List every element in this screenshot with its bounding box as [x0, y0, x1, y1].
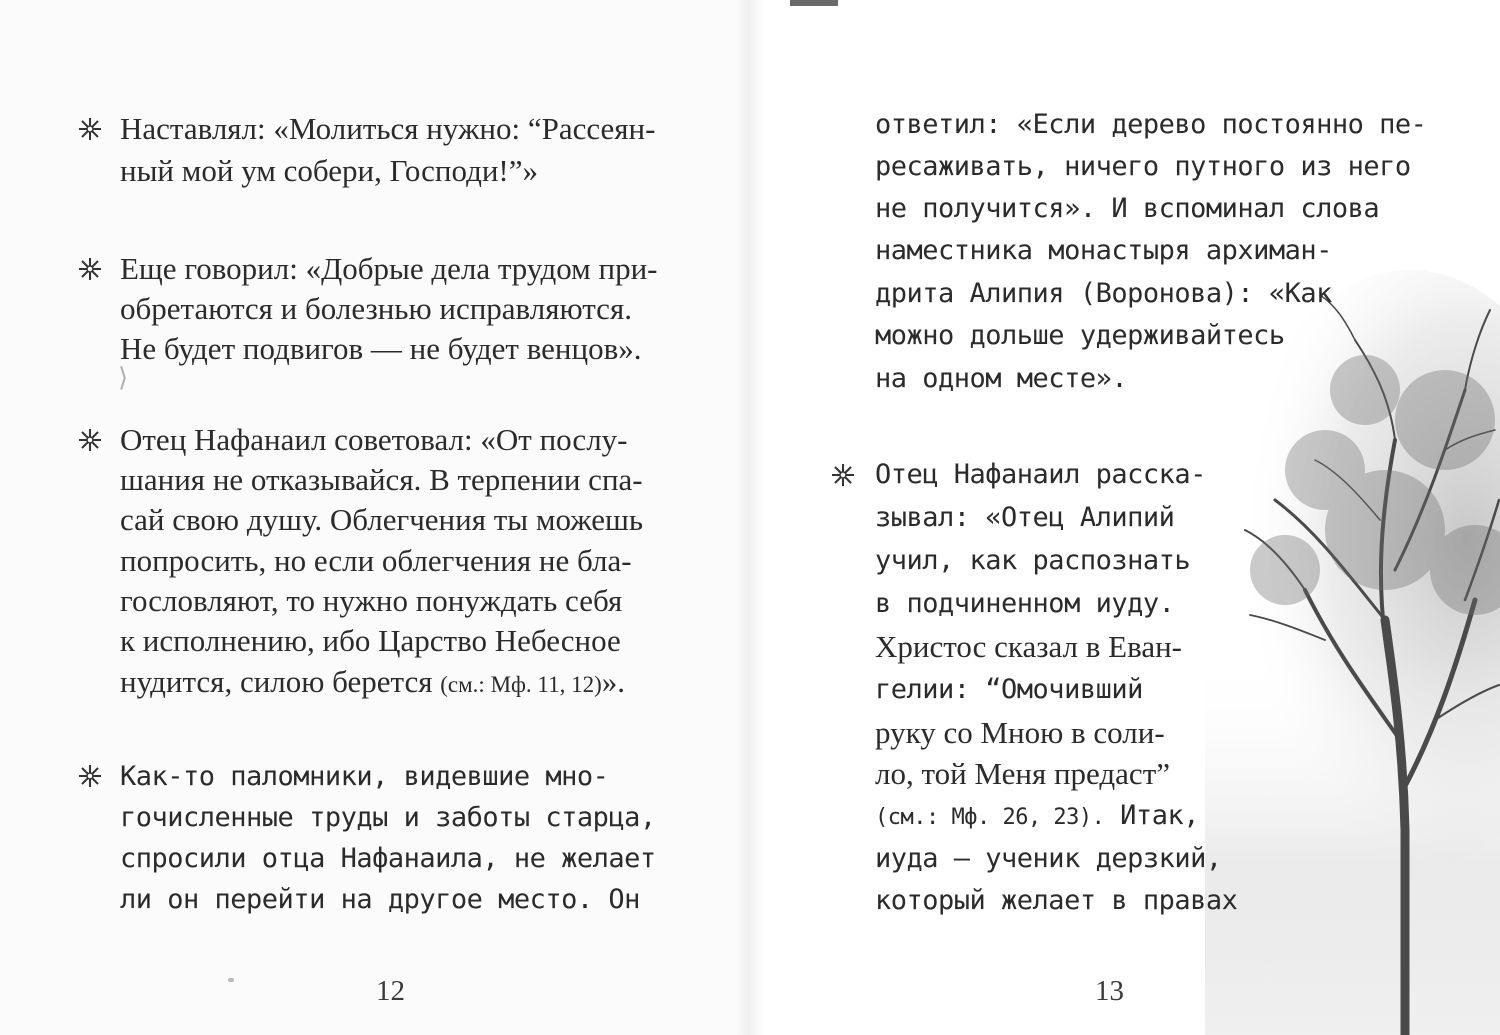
- page-number: 13: [1095, 975, 1124, 1007]
- text-line: сай свою душу. Облегчения ты можешь: [120, 502, 643, 537]
- text-line: шания не отказывайся. В терпении спа-: [120, 462, 643, 497]
- text-line: Отец Нафанаил советовал: «От послу-: [120, 422, 628, 457]
- text-line: обретаются и болезнью исправляются.: [120, 291, 632, 326]
- text-line: ло, той Меня предаст”: [875, 756, 1170, 791]
- margin-squiggle-mark: ⟩: [118, 363, 129, 392]
- page-number: 12: [376, 975, 405, 1007]
- right-page: [750, 0, 1500, 1035]
- text-line: ли он перейти на другое место. Он: [120, 884, 640, 915]
- text-line: попросить, но если облегчения не бла-: [120, 543, 632, 578]
- text-line: ный мой ум собери, Господи!”»: [120, 153, 539, 188]
- text-line: на одном месте».: [875, 363, 1128, 394]
- text-line: Не будет подвигов — не будет венцов».: [120, 331, 642, 366]
- text-line: спросили отца Нафанаила, не желает: [120, 843, 656, 874]
- margin-dot-mark: [228, 978, 234, 982]
- text-line: ответил: «Если дерево постоянно пе-: [875, 109, 1427, 140]
- text-line: гословляют, то нужно понуждать себя: [120, 583, 623, 618]
- text-line-with-reference: [875, 795, 1199, 838]
- text-line: наместника монастыря архиман-: [875, 235, 1332, 266]
- top-edge-mark: [790, 0, 838, 6]
- ornament-icon: [77, 116, 103, 142]
- text-line: можно дольше удерживайтесь: [875, 320, 1285, 351]
- tree-illustration: [1205, 270, 1500, 1035]
- text-line: который желает в правах: [875, 885, 1238, 916]
- ornament-icon: [77, 763, 103, 789]
- text-line: ресаживать, ничего путного из него: [875, 151, 1411, 182]
- text-line: зывал: «Отец Алипий: [875, 502, 1175, 533]
- text-segment: Итак,: [1104, 800, 1199, 831]
- scripture-reference: (см.: Мф. 11, 12): [440, 672, 602, 697]
- text-line-with-reference: [120, 661, 625, 705]
- ornament-icon: [77, 427, 103, 453]
- text-segment: ».: [601, 664, 625, 699]
- ornament-icon: [830, 462, 856, 488]
- text-line: учил, как распознать: [875, 545, 1191, 576]
- text-line: Еще говорил: «Добрые дела трудом при-: [120, 251, 658, 286]
- text-line: Христос сказал в Еван-: [875, 629, 1182, 664]
- text-line: в подчиненном иуду.: [875, 588, 1175, 619]
- ornament-icon: [77, 256, 103, 282]
- text-line: не получится». И вспоминал слова: [875, 193, 1380, 224]
- text-line: Отец Нафанаил расска-: [875, 459, 1206, 490]
- text-line: гочисленные труды и заботы старца,: [120, 802, 656, 833]
- text-segment: нудится, силою берется: [120, 664, 441, 699]
- book-gutter: [735, 0, 765, 1035]
- text-line: гелии: “Омочивший: [875, 674, 1143, 705]
- text-line: Как-то паломники, видевшие мно-: [120, 761, 609, 792]
- text-line: к исполнению, ибо Царство Небесное: [120, 623, 621, 658]
- text-line: руку со Мною в соли-: [875, 715, 1165, 750]
- text-line: Наставлял: «Молиться нужно: “Рассеян-: [120, 111, 656, 146]
- text-line: иуда — ученик дерзкий,: [875, 843, 1222, 874]
- text-line: дрита Алипия (Воронова): «Как: [875, 278, 1332, 309]
- scripture-reference: (см.: Мф. 26, 23).: [875, 805, 1105, 830]
